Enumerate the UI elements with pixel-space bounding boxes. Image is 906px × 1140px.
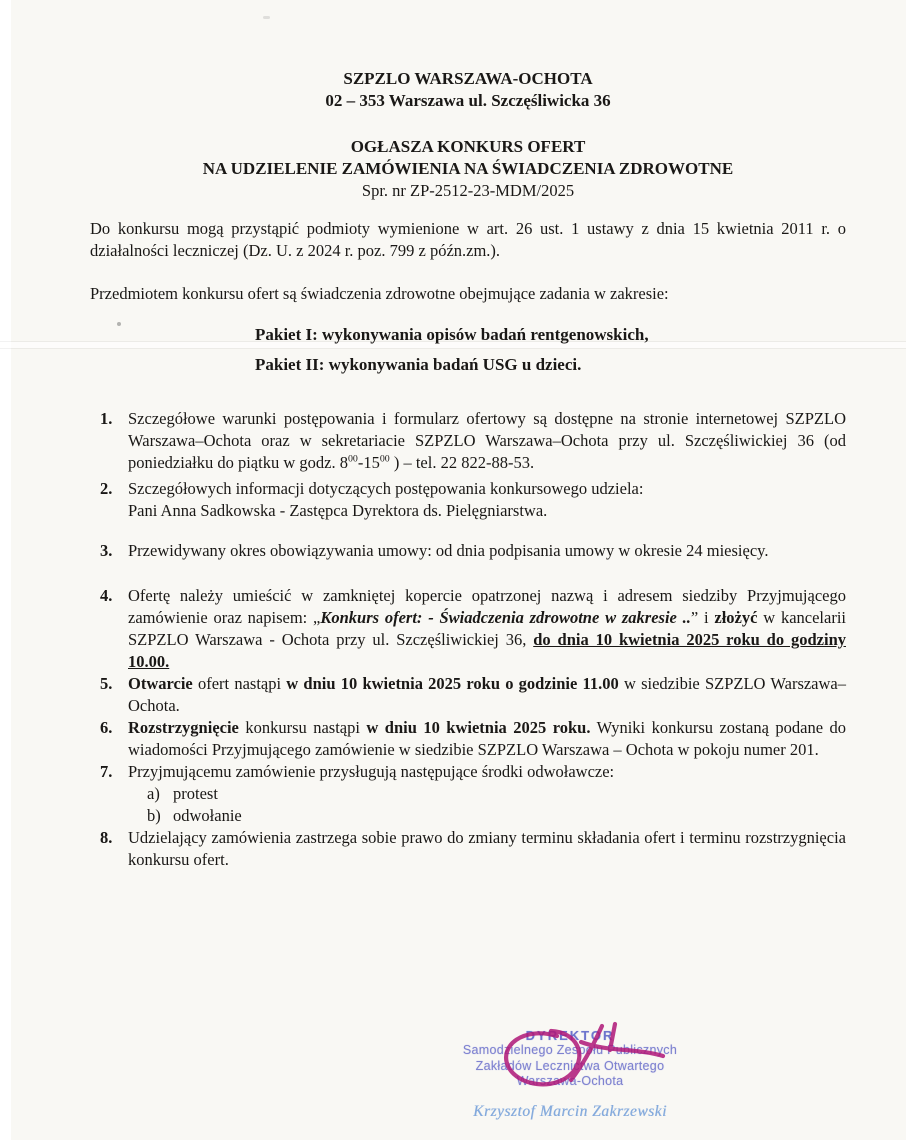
text-segment: w siedzibie SZPZLO Warszawa–Ochota. xyxy=(128,674,846,715)
text-segment: w dniu 10 kwietnia 2025 roku o godzinie 11.00 xyxy=(286,674,619,693)
list-item xyxy=(90,673,846,717)
text-segment: do dnia 10 kwietnia 2025 roku do godziny 10.00. xyxy=(128,630,846,671)
intro-paragraph-1: Do konkursu mogą przystąpić podmioty wymienione w art. 26 ust. 1 ustawy z dnia 15 kwietnia 2011 r. o działalności leczniczej (Dz. U. z 2024 r. poz. 799 z późn.zm.). xyxy=(90,219,846,260)
text-segment: Przewidywany okres obowiązywania umowy: od dnia podpisania umowy w okresie 24 miesięcy. xyxy=(128,541,769,560)
text-segment: Szczegółowych informacji dotyczących postępowania konkursowego udziela: xyxy=(128,479,644,498)
sub-list-item-label: a) xyxy=(147,784,160,803)
package-item-1: Pakiet I: wykonywania opisów badań rentgenowskich, xyxy=(255,325,649,344)
list-item-text xyxy=(128,540,846,562)
list-item-text xyxy=(128,673,846,717)
package-list xyxy=(90,320,846,380)
text-segment: Przyjmującemu zamówienie przysługują następujące środki odwoławcze: xyxy=(128,762,615,781)
org-address: 02 – 353 Warszawa ul. Szczęśliwicka 36 xyxy=(325,91,611,110)
text-segment: Szczegółowe warunki postępowania i formularz ofertowy są dostępne na stronie internetowej SZPZLO Warszawa–Ochota oraz w sekretariacie SZPZLO Warszawa–Ochota przy ul. Szczęśliwickiej 36 (od poniedziałku do piątku w godz. 8 xyxy=(128,409,846,472)
org-name: SZPZLO WARSZAWA-OCHOTA xyxy=(343,69,593,88)
announcement-title-line-1: OGŁASZA KONKURS OFERT xyxy=(350,137,586,156)
document-body xyxy=(90,68,846,871)
list-item-number: 2. xyxy=(100,479,113,498)
text-segment: ) – tel. 22 822-88-53. xyxy=(389,453,535,472)
list-item-number: 4. xyxy=(100,586,113,605)
stamp-line-2: Zakładów Lecznictwa Otwartego xyxy=(475,1058,665,1073)
list-item xyxy=(90,540,846,562)
scan-edge-strip xyxy=(0,0,11,1140)
sub-list-item-text: odwołanie xyxy=(173,806,242,825)
signature-scribble xyxy=(495,1018,695,1104)
text-segment: Otwarcie xyxy=(128,674,193,693)
sub-list-item xyxy=(128,783,846,805)
list-item xyxy=(90,585,846,673)
text-segment: Pani Anna Sadkowska - Zastępca Dyrektora ds. Pielęgniarstwa. xyxy=(128,501,548,520)
text-segment: 00 xyxy=(379,453,390,465)
list-item-text xyxy=(128,827,846,871)
intro-paragraph-2: Przedmiotem konkursu ofert są świadczenia zdrowotne obejmujące zadania w zakresie: xyxy=(90,284,669,303)
list-item-text xyxy=(128,717,846,761)
list-item-number: 3. xyxy=(100,541,113,560)
list-item-number: 5. xyxy=(100,674,113,693)
sub-list-item xyxy=(128,805,846,827)
text-segment: w dniu 10 kwietnia 2025 roku. xyxy=(366,718,591,737)
list-item-number: 6. xyxy=(100,718,113,737)
signature-name: Krzysztof Marcin Zakrzewski xyxy=(473,1103,667,1120)
text-segment: złożyć xyxy=(714,608,758,627)
list-item-text xyxy=(128,761,846,827)
list-item-number: 8. xyxy=(100,828,113,847)
list-item xyxy=(90,761,846,827)
list-item-number: 7. xyxy=(100,762,113,781)
package-item-2: Pakiet II: wykonywania badań USG u dzieci. xyxy=(255,355,582,374)
list-item-text xyxy=(128,408,846,474)
text-segment: Rozstrzygnięcie xyxy=(128,718,239,737)
text-segment: konkursu nastąpi xyxy=(238,718,367,737)
text-segment: Konkurs ofert: - Świadczenia zdrowotne w zakresie .. xyxy=(320,608,691,627)
conditions-list xyxy=(90,408,846,871)
text-segment: -15 xyxy=(357,453,380,472)
list-item xyxy=(90,408,846,474)
case-number: Spr. nr ZP-2512-23-MDM/2025 xyxy=(361,181,575,200)
list-item xyxy=(90,717,846,761)
text-segment: Wyniki konkursu zostaną podane do wiadomości Przyjmującego zamówienie w siedzibie SZPZLO Warszawa – Ochota w pokoju numer 201. xyxy=(128,718,847,759)
list-item-text xyxy=(128,478,846,522)
announcement-title-line-2: NA UDZIELENIE ZAMÓWIENIA NA ŚWIADCZENIA ZDROWOTNE xyxy=(202,159,734,178)
stamp-line-1: Samodzielnego Zespołu Publicznych xyxy=(462,1043,678,1057)
scan-artifact-dot xyxy=(263,16,270,19)
list-item xyxy=(90,827,846,871)
announcement-title xyxy=(90,136,846,202)
text-segment: Udzielający zamówienia zastrzega sobie prawo do zmiany terminu składania ofert i terminu rozstrzygnięcia konkursu ofert. xyxy=(128,828,846,869)
list-item-number: 1. xyxy=(100,409,113,428)
text-segment: ofert nastąpi xyxy=(192,674,287,693)
list-item-text xyxy=(128,585,846,673)
text-segment: Ofertę należy umieścić w zamkniętej kopercie opatrzonej nazwą i adresem siedziby Przyjmującego zamówienie oraz napisem: „ xyxy=(128,586,846,627)
sub-list-item-label: b) xyxy=(147,806,161,825)
stamp-title: DYREKTOR xyxy=(525,1028,615,1043)
text-segment: 00 xyxy=(347,453,358,465)
list-item xyxy=(90,478,846,522)
text-segment: ” i xyxy=(690,608,715,627)
stamp-line-3: Warszawa-Ochota xyxy=(516,1074,624,1088)
sub-list-item-text: protest xyxy=(173,784,218,803)
text-segment: w kancelarii SZPZLO Warszawa - Ochota przy ul. Szczęśliwickiej 36, xyxy=(128,608,846,649)
